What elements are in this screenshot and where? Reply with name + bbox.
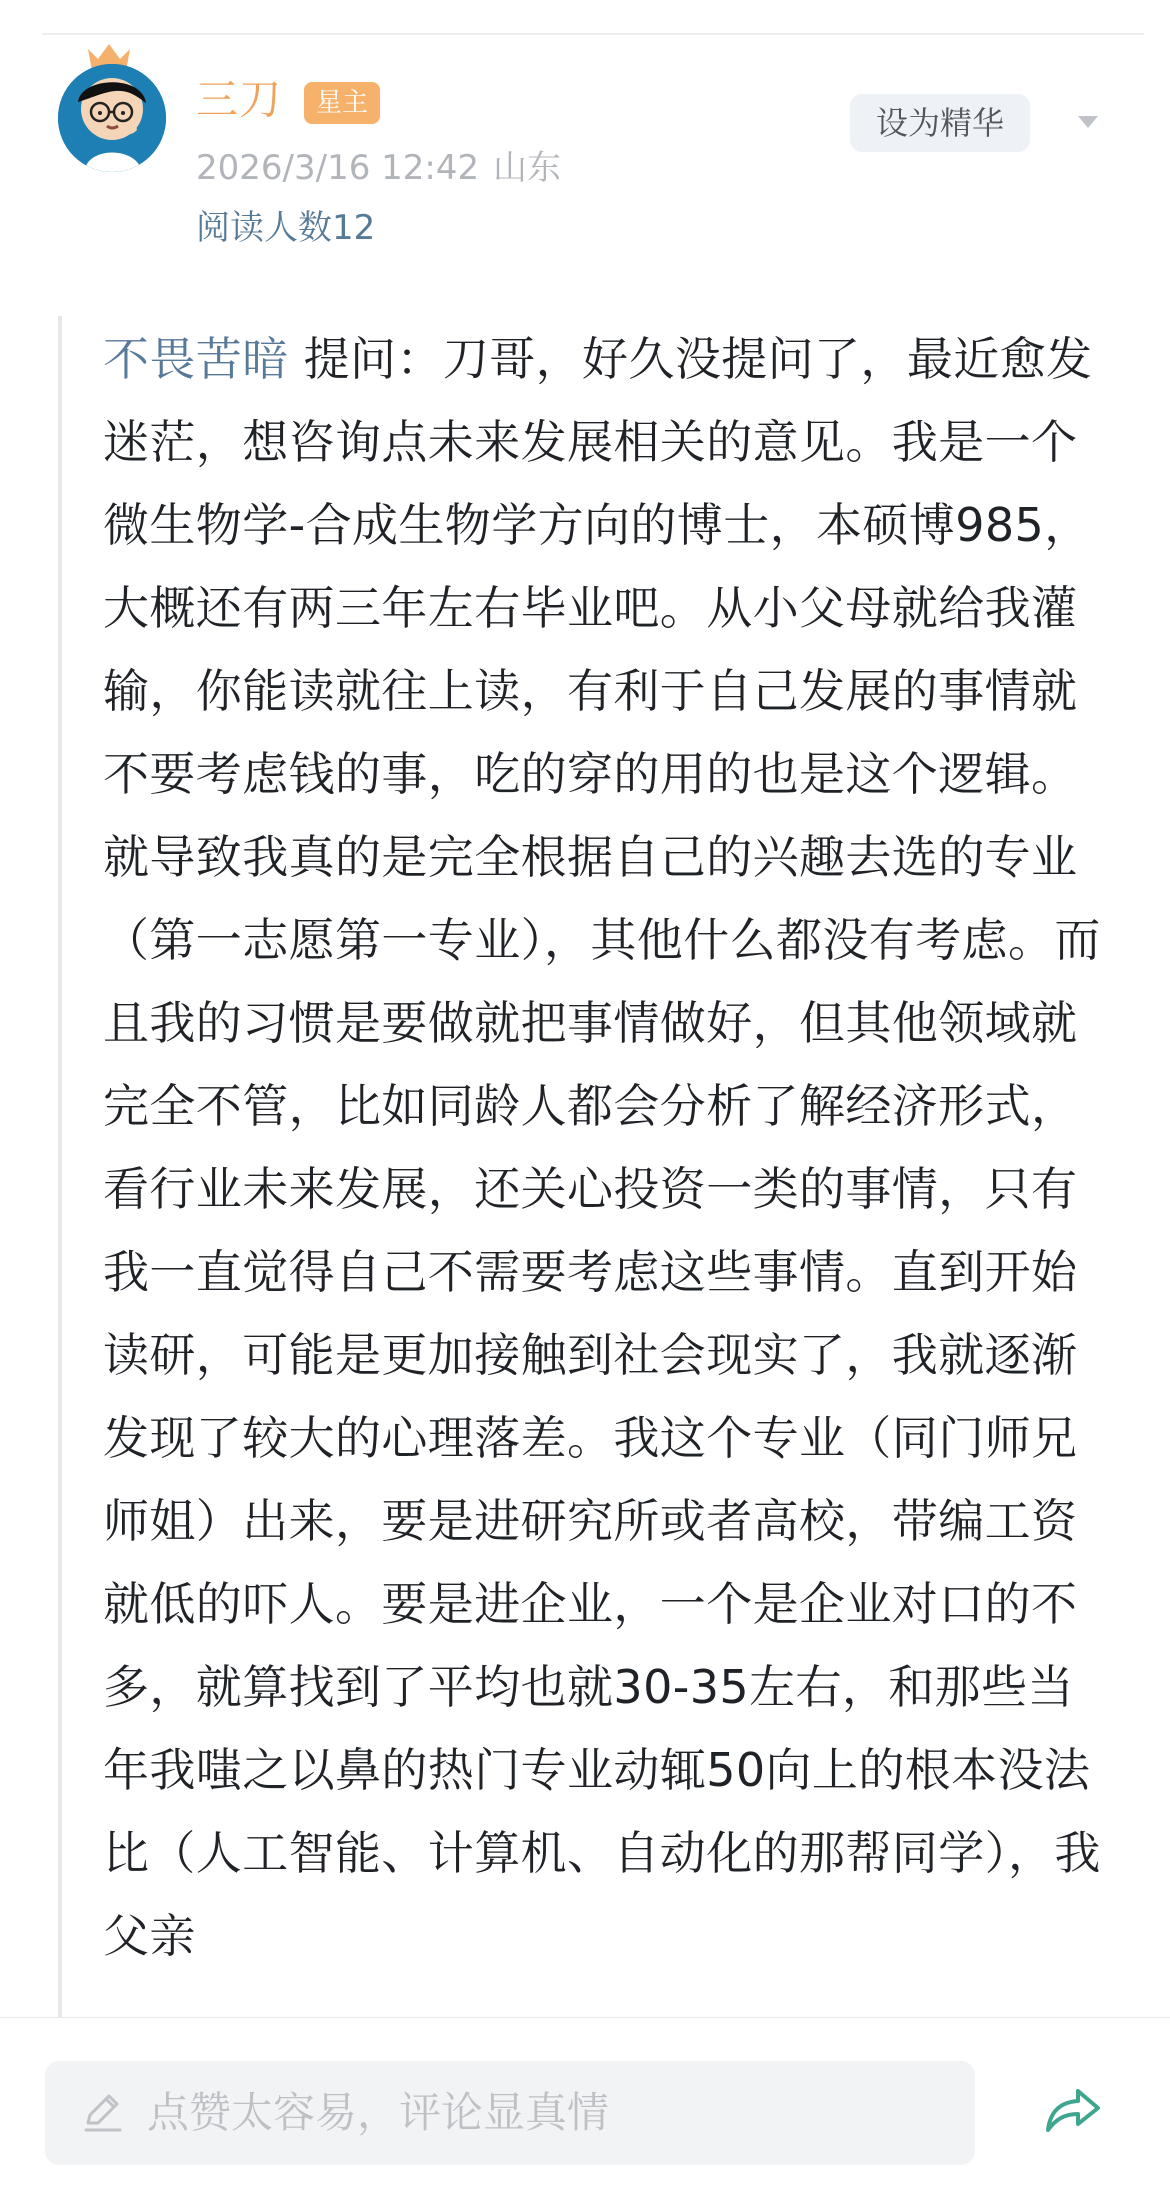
post-time: 2026/3/16 12:42 [196,148,480,188]
comment-input[interactable] [45,2061,975,2165]
post-region: 山东 [493,148,561,188]
chevron-down-icon[interactable] [1076,114,1100,130]
quote-bar [58,316,62,2019]
read-count[interactable]: 阅读人数12 [196,208,376,248]
avatar-illustration [58,64,166,172]
comment-bar [0,2017,1170,2187]
pencil-icon [78,2088,126,2136]
question-content [103,318,1103,1978]
author-avatar-group[interactable] [58,40,166,176]
asker-name[interactable]: 不畏苦暗 [103,332,289,386]
question-text: 提问：刀哥，好久没提问了，最近愈发迷茫，想咨询点未来发展相关的意见。我是一个微生物学-合成生物学方向的博士，本硕博985，大概还有两三年左右毕业吧。从小父母就给我灌输，你能读就往上读，有利于自己发展的事情就不要考虑钱的事，吃的穿的用的也是这个逻辑。就导致我真的是完全根据自己的兴趣去选的专业（第一志愿第一专业），其他什么都没有考虑。而且我的习惯是要做就把事情做好，但其他领域就完全不管，比如同龄人都会分析了解经济形式，看行业未来发展，还关心投资一类的事情，只有我一直觉得自己不需要考虑这些事情。直到开始读研，可能是更加接触到社会现实了，我就逐渐发现了较大的心理落差。我这个专业（同门师兄师姐）出来，要是进研究所或者高校，带编工资就低的吓人。要是进企业，一个是企业对口的不多，就算找到了平均也就30-35左右，和那些当年我嗤之以鼻的热门专业动辄50向上的根本没法比（人工智能、计算机、自动化的那帮同学），我父亲 [103,332,1101,1963]
author-name[interactable]: 三刀 [196,75,283,124]
top-divider [42,33,1144,35]
share-icon[interactable] [1043,2084,1103,2136]
avatar[interactable] [58,64,166,172]
set-featured-button[interactable]: 设为精华 [850,94,1030,152]
owner-badge: 星主 [304,82,380,124]
